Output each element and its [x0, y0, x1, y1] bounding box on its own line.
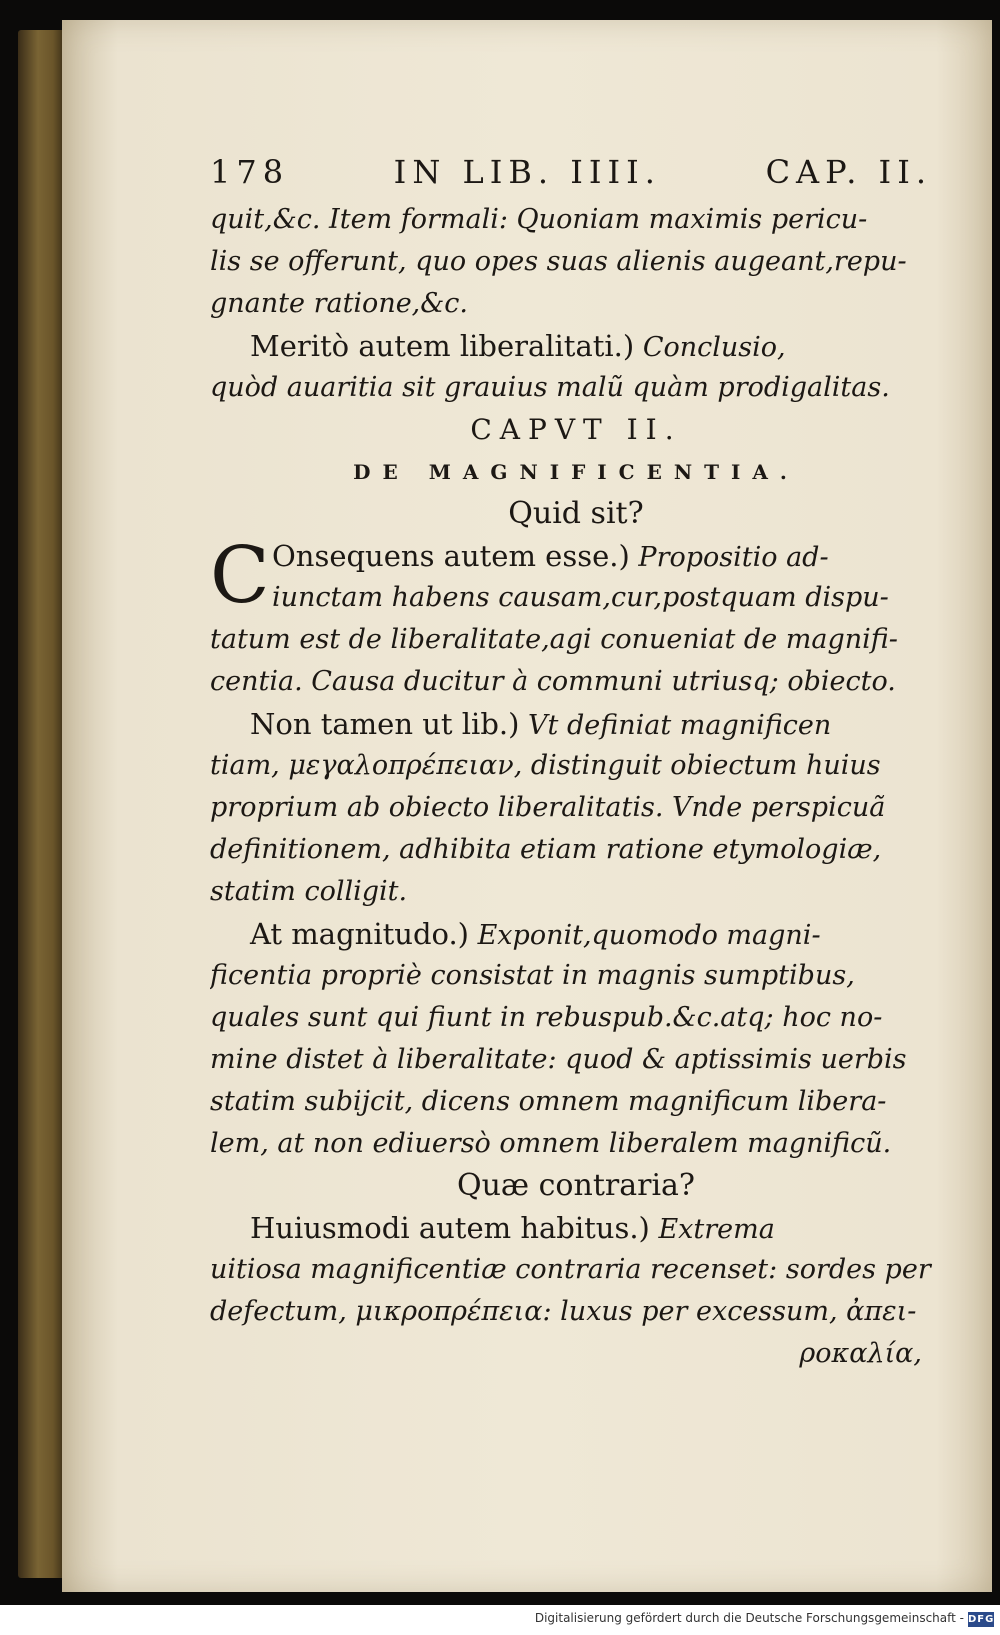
text-line — [210, 535, 942, 577]
dfg-logo-icon: DFG — [968, 1614, 995, 1625]
text-line: statim subijcit, dicens omnem magnificum libera- — [210, 1086, 887, 1117]
text-line: ficentia propriè consistat in magnis sumptibus, — [210, 960, 855, 991]
text-line: centia. Causa ducitur à communi utriusq; obiecto. — [210, 666, 896, 697]
lemma: Huiusmodi autem habitus.) — [250, 1211, 650, 1245]
page-text — [210, 145, 942, 1375]
text-line: lem, at non ediuersò omnem liberalem magnificũ. — [210, 1128, 892, 1159]
text-line: uitiosa magnificentiæ contraria recenset: sordes per — [210, 1254, 931, 1285]
text-line: quit,&c. Item formali: Quoniam maximis pericu- — [210, 204, 868, 235]
text-line: defectum, μικροπρέπεια: luxus per excessum, ἀπει- — [210, 1296, 917, 1327]
text-line: tiam, μεγαλοπρέπειαν, distinguit obiectum huius — [210, 750, 881, 781]
chapter-subheading: DE MAGNIFICENTIA. — [353, 460, 799, 484]
drop-cap-initial: C — [210, 531, 270, 621]
lemma: Meritò autem liberalitati.) — [250, 329, 635, 363]
section-question: Quæ contraria? — [456, 1168, 696, 1203]
text-line: tatum est de liberalitate,agi conueniat de magnifi- — [210, 624, 898, 655]
page-number: 178 — [210, 153, 290, 191]
text-line: quòd auaritia sit grauius malũ quàm prodigalitas. — [210, 372, 890, 403]
commentary: Vt definiat magnificen — [528, 710, 832, 741]
lemma: At magnitudo.) — [250, 917, 469, 951]
text-line: proprium ab obiecto liberalitatis. Vnde perspicuã — [210, 792, 886, 823]
initial-paragraph — [210, 531, 942, 621]
text-line: lis se offerunt, quo opes suas alienis augeant,repu- — [210, 246, 907, 277]
running-header — [210, 145, 942, 199]
text-line — [210, 1207, 942, 1249]
text-line: definitionem, adhibita etiam ratione etymologiæ, — [210, 834, 882, 865]
funding-credit: Digitalisierung gefördert durch die Deutsche Forschungsgemeinschaft - — [534, 1611, 964, 1625]
lemma: Non tamen ut lib.) — [250, 707, 520, 741]
text-line: ροκαλία, — [799, 1338, 922, 1369]
chapter-ref: CAP. II. — [765, 153, 932, 191]
section-question: Quid sit? — [508, 496, 644, 531]
text-line: gnante ratione,&c. — [210, 288, 469, 319]
commentary: Exponit,quomodo magni- — [477, 920, 821, 951]
text-line: quales sunt qui fiunt in rebuspub.&c.atq; hoc no- — [210, 1002, 883, 1033]
book-spine — [18, 30, 68, 1578]
running-title: IN LIB. IIII. — [393, 153, 661, 191]
lemma: Onsequens autem esse.) — [272, 539, 630, 573]
chapter-heading: CAPVT II. — [470, 413, 682, 446]
commentary: Propositio ad- — [638, 542, 829, 573]
commentary: Extrema — [658, 1214, 775, 1245]
text-line: statim colligit. — [210, 876, 408, 907]
text-line — [210, 913, 942, 955]
commentary: Conclusio, — [642, 332, 786, 363]
text-line: mine distet à liberalitate: quod & aptissimis uerbis — [210, 1044, 907, 1075]
text-line — [210, 703, 942, 745]
text-line — [210, 325, 942, 367]
digitization-footer — [0, 1605, 1000, 1635]
text-line: iunctam habens causam,cur,postquam dispu- — [272, 582, 889, 613]
